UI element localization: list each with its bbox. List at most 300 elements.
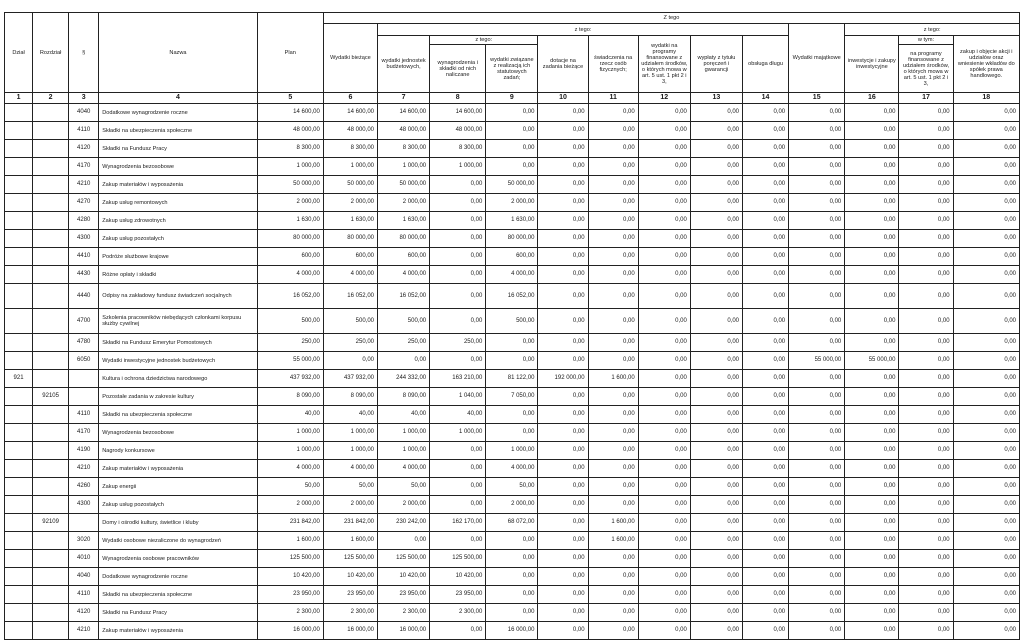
amount-cell: 0,00 — [743, 460, 789, 478]
amount-cell: 0,00 — [845, 230, 899, 248]
amount-cell: 1 630,00 — [257, 212, 323, 230]
amount-cell: 0,00 — [638, 460, 690, 478]
amount-cell: 0,00 — [743, 284, 789, 309]
nazwa-cell: Zakup usług zdrowotnych — [99, 212, 257, 230]
amount-cell: 0,00 — [845, 514, 899, 532]
amount-cell: 0,00 — [588, 568, 638, 586]
amount-cell: 14 600,00 — [323, 104, 377, 122]
nazwa-cell: Zakup usług pozostałych — [99, 496, 257, 514]
amount-cell: 250,00 — [378, 334, 430, 352]
amount-cell: 1 000,00 — [323, 158, 377, 176]
amount-cell: 0,00 — [430, 212, 486, 230]
amount-cell: 8 300,00 — [323, 140, 377, 158]
amount-cell: 0,00 — [953, 158, 1019, 176]
amount-cell: 0,00 — [789, 158, 845, 176]
nazwa-cell: Zakup usług pozostałych — [99, 230, 257, 248]
amount-cell: 16 052,00 — [378, 284, 430, 309]
amount-cell: 0,00 — [588, 496, 638, 514]
amount-cell: 0,00 — [690, 478, 742, 496]
amount-cell: 23 950,00 — [257, 586, 323, 604]
amount-cell: 0,00 — [538, 309, 588, 334]
amount-cell: 0,00 — [690, 158, 742, 176]
header-swiadczenia: świadczenia na rzecz osób fizycznych; — [588, 36, 638, 93]
amount-cell: 0,00 — [690, 532, 742, 550]
amount-cell: 0,00 — [638, 622, 690, 640]
nazwa-cell: Dodatkowe wynagrodzenie roczne — [99, 104, 257, 122]
amount-cell: 0,00 — [789, 194, 845, 212]
amount-cell: 0,00 — [789, 460, 845, 478]
column-number: 12 — [638, 93, 690, 104]
amount-cell: 0,00 — [953, 104, 1019, 122]
amount-cell: 0,00 — [690, 212, 742, 230]
amount-cell: 0,00 — [743, 424, 789, 442]
amount-cell: 50,00 — [257, 478, 323, 496]
header-wydatki-biezace: Wydatki bieżące — [323, 24, 377, 93]
amount-cell: 0,00 — [743, 370, 789, 388]
amount-cell: 1 040,00 — [430, 388, 486, 406]
rozdzial-cell — [33, 212, 69, 230]
dzial-cell — [5, 266, 33, 284]
amount-cell: 50 000,00 — [323, 176, 377, 194]
amount-cell: 0,00 — [638, 514, 690, 532]
amount-cell: 80 000,00 — [378, 230, 430, 248]
paragraf-cell: 4780 — [69, 334, 99, 352]
rozdzial-cell — [33, 532, 69, 550]
amount-cell: 0,00 — [789, 370, 845, 388]
header-plan: Plan — [257, 13, 323, 93]
amount-cell: 0,00 — [953, 140, 1019, 158]
paragraf-cell: 4210 — [69, 460, 99, 478]
amount-cell: 0,00 — [588, 176, 638, 194]
amount-cell: 125 500,00 — [378, 550, 430, 568]
amount-cell: 0,00 — [845, 604, 899, 622]
header-z-tego-jednostek: z tego: — [430, 36, 538, 45]
amount-cell: 0,00 — [588, 104, 638, 122]
amount-cell: 162 170,00 — [430, 514, 486, 532]
nazwa-cell: Wynagrodzenia bezosobowe — [99, 424, 257, 442]
amount-cell: 8 090,00 — [323, 388, 377, 406]
amount-cell: 50,00 — [378, 478, 430, 496]
rozdzial-cell — [33, 352, 69, 370]
paragraf-cell: 4270 — [69, 194, 99, 212]
header-obsluga-dlugu: obsługa długu — [743, 36, 789, 93]
paragraf-cell: 4210 — [69, 622, 99, 640]
amount-cell: 0,00 — [690, 309, 742, 334]
amount-cell: 0,00 — [690, 406, 742, 424]
amount-cell: 0,00 — [486, 334, 538, 352]
amount-cell: 0,00 — [789, 604, 845, 622]
table-body — [5, 104, 1020, 640]
amount-cell: 125 500,00 — [257, 550, 323, 568]
amount-cell: 0,00 — [430, 266, 486, 284]
amount-cell: 0,00 — [638, 140, 690, 158]
amount-cell: 0,00 — [690, 352, 742, 370]
column-number: 15 — [789, 93, 845, 104]
table-row — [5, 478, 1020, 496]
nazwa-cell: Wydatki inwestycyjne jednostek budżetowych — [99, 352, 257, 370]
nazwa-cell: Składki na ubezpieczenia społeczne — [99, 122, 257, 140]
amount-cell: 0,00 — [486, 122, 538, 140]
amount-cell: 0,00 — [430, 622, 486, 640]
dzial-cell — [5, 334, 33, 352]
amount-cell: 0,00 — [430, 248, 486, 266]
amount-cell: 1 630,00 — [378, 212, 430, 230]
nazwa-cell: Składki na Fundusz Emerytur Pomostowych — [99, 334, 257, 352]
nazwa-cell: Szkolenia pracowników niebędących członkami korpusu służby cywilnej — [99, 309, 257, 334]
amount-cell: 10 420,00 — [378, 568, 430, 586]
paragraf-cell: 4010 — [69, 550, 99, 568]
table-row — [5, 496, 1020, 514]
amount-cell: 0,00 — [430, 194, 486, 212]
rozdzial-cell — [33, 140, 69, 158]
header-dzial: Dział — [5, 13, 33, 93]
amount-cell: 0,00 — [638, 532, 690, 550]
amount-cell: 0,00 — [953, 248, 1019, 266]
amount-cell: 0,00 — [845, 104, 899, 122]
amount-cell: 0,00 — [538, 568, 588, 586]
amount-cell: 0,00 — [690, 104, 742, 122]
table-row — [5, 586, 1020, 604]
amount-cell: 0,00 — [430, 176, 486, 194]
amount-cell: 40,00 — [257, 406, 323, 424]
amount-cell: 0,00 — [588, 230, 638, 248]
amount-cell: 1 630,00 — [323, 212, 377, 230]
nazwa-cell: Składki na ubezpieczenia społeczne — [99, 586, 257, 604]
amount-cell: 80 000,00 — [323, 230, 377, 248]
amount-cell: 0,00 — [690, 334, 742, 352]
amount-cell: 0,00 — [486, 104, 538, 122]
header-wydatki-majatkowe: Wydatki majątkowe — [789, 24, 845, 93]
amount-cell: 1 000,00 — [378, 442, 430, 460]
amount-cell: 0,00 — [789, 104, 845, 122]
amount-cell: 16 052,00 — [323, 284, 377, 309]
amount-cell: 0,00 — [845, 586, 899, 604]
amount-cell: 0,00 — [953, 352, 1019, 370]
amount-cell: 0,00 — [743, 550, 789, 568]
amount-cell: 0,00 — [789, 122, 845, 140]
dzial-cell: 921 — [5, 370, 33, 388]
amount-cell: 16 052,00 — [257, 284, 323, 309]
amount-cell: 0,00 — [953, 194, 1019, 212]
amount-cell: 0,00 — [899, 586, 953, 604]
amount-cell: 250,00 — [430, 334, 486, 352]
amount-cell: 0,00 — [743, 230, 789, 248]
amount-cell: 0,00 — [789, 568, 845, 586]
rozdzial-cell — [33, 604, 69, 622]
amount-cell: 0,00 — [538, 284, 588, 309]
paragraf-cell — [69, 514, 99, 532]
amount-cell: 0,00 — [743, 104, 789, 122]
amount-cell: 1 000,00 — [378, 158, 430, 176]
amount-cell: 0,00 — [953, 442, 1019, 460]
amount-cell: 1 000,00 — [378, 424, 430, 442]
nazwa-cell: Wynagrodzenia osobowe pracowników — [99, 550, 257, 568]
amount-cell: 0,00 — [486, 568, 538, 586]
column-number-row — [5, 93, 1020, 104]
dzial-cell — [5, 194, 33, 212]
dzial-cell — [5, 104, 33, 122]
amount-cell: 0,00 — [899, 334, 953, 352]
rozdzial-cell — [33, 230, 69, 248]
amount-cell: 0,00 — [430, 532, 486, 550]
rozdzial-cell — [33, 122, 69, 140]
amount-cell: 231 842,00 — [257, 514, 323, 532]
amount-cell: 2 000,00 — [486, 496, 538, 514]
amount-cell: 0,00 — [953, 586, 1019, 604]
amount-cell: 0,00 — [538, 604, 588, 622]
amount-cell: 0,00 — [743, 140, 789, 158]
table-row — [5, 140, 1020, 158]
amount-cell: 0,00 — [789, 212, 845, 230]
amount-cell: 2 300,00 — [257, 604, 323, 622]
amount-cell: 0,00 — [789, 550, 845, 568]
amount-cell: 0,00 — [538, 532, 588, 550]
amount-cell: 16 000,00 — [257, 622, 323, 640]
column-number: 9 — [486, 93, 538, 104]
amount-cell: 0,00 — [486, 140, 538, 158]
rozdzial-cell — [33, 424, 69, 442]
column-number: 14 — [743, 93, 789, 104]
amount-cell: 0,00 — [690, 370, 742, 388]
amount-cell: 8 300,00 — [430, 140, 486, 158]
amount-cell: 40,00 — [323, 406, 377, 424]
amount-cell: 0,00 — [899, 406, 953, 424]
amount-cell: 0,00 — [638, 352, 690, 370]
amount-cell: 0,00 — [638, 334, 690, 352]
dzial-cell — [5, 604, 33, 622]
amount-cell: 1 600,00 — [323, 532, 377, 550]
amount-cell: 0,00 — [845, 370, 899, 388]
amount-cell: 0,00 — [538, 550, 588, 568]
amount-cell: 0,00 — [538, 352, 588, 370]
amount-cell: 0,00 — [845, 388, 899, 406]
amount-cell: 0,00 — [899, 604, 953, 622]
nazwa-cell: Składki na ubezpieczenia społeczne — [99, 406, 257, 424]
amount-cell: 0,00 — [430, 478, 486, 496]
column-number: 16 — [845, 93, 899, 104]
amount-cell: 0,00 — [899, 212, 953, 230]
amount-cell: 0,00 — [588, 586, 638, 604]
amount-cell: 0,00 — [789, 622, 845, 640]
rozdzial-cell — [33, 406, 69, 424]
amount-cell: 0,00 — [743, 122, 789, 140]
nazwa-cell: Różne opłaty i składki — [99, 266, 257, 284]
amount-cell: 0,00 — [789, 266, 845, 284]
amount-cell: 0,00 — [690, 248, 742, 266]
nazwa-cell: Wynagrodzenia bezosobowe — [99, 158, 257, 176]
amount-cell: 0,00 — [690, 514, 742, 532]
amount-cell: 0,00 — [789, 532, 845, 550]
header-nazwa: Nazwa — [99, 13, 257, 93]
table-row — [5, 604, 1020, 622]
amount-cell: 0,00 — [845, 266, 899, 284]
paragraf-cell: 4170 — [69, 158, 99, 176]
dzial-cell — [5, 176, 33, 194]
amount-cell: 48 000,00 — [257, 122, 323, 140]
amount-cell: 0,00 — [486, 352, 538, 370]
paragraf-cell: 4440 — [69, 284, 99, 309]
amount-cell: 0,00 — [743, 532, 789, 550]
amount-cell: 0,00 — [638, 284, 690, 309]
amount-cell: 0,00 — [953, 176, 1019, 194]
amount-cell: 0,00 — [743, 604, 789, 622]
dzial-cell — [5, 568, 33, 586]
table-row — [5, 284, 1020, 309]
amount-cell: 10 420,00 — [430, 568, 486, 586]
amount-cell: 0,00 — [899, 478, 953, 496]
amount-cell: 0,00 — [638, 212, 690, 230]
column-number: 11 — [588, 93, 638, 104]
amount-cell: 10 420,00 — [257, 568, 323, 586]
amount-cell: 0,00 — [486, 532, 538, 550]
amount-cell: 0,00 — [588, 284, 638, 309]
amount-cell: 0,00 — [789, 406, 845, 424]
amount-cell: 0,00 — [789, 140, 845, 158]
amount-cell: 0,00 — [845, 334, 899, 352]
amount-cell: 0,00 — [588, 194, 638, 212]
amount-cell: 23 950,00 — [430, 586, 486, 604]
table-header — [5, 13, 1020, 104]
amount-cell: 0,00 — [638, 604, 690, 622]
amount-cell: 0,00 — [430, 496, 486, 514]
amount-cell: 0,00 — [953, 478, 1019, 496]
amount-cell: 0,00 — [588, 334, 638, 352]
amount-cell: 0,00 — [845, 212, 899, 230]
column-number: 3 — [69, 93, 99, 104]
amount-cell: 0,00 — [953, 622, 1019, 640]
amount-cell: 0,00 — [638, 176, 690, 194]
amount-cell: 0,00 — [899, 194, 953, 212]
amount-cell: 500,00 — [257, 309, 323, 334]
amount-cell: 230 242,00 — [378, 514, 430, 532]
amount-cell: 0,00 — [588, 140, 638, 158]
amount-cell: 2 000,00 — [257, 194, 323, 212]
paragraf-cell: 4410 — [69, 248, 99, 266]
amount-cell: 2 000,00 — [486, 194, 538, 212]
amount-cell: 0,00 — [953, 550, 1019, 568]
amount-cell: 0,00 — [743, 158, 789, 176]
amount-cell: 0,00 — [638, 248, 690, 266]
amount-cell: 8 300,00 — [378, 140, 430, 158]
amount-cell: 1 630,00 — [486, 212, 538, 230]
amount-cell: 0,00 — [953, 230, 1019, 248]
amount-cell: 16 000,00 — [378, 622, 430, 640]
amount-cell: 0,00 — [953, 568, 1019, 586]
column-number: 10 — [538, 93, 588, 104]
amount-cell: 0,00 — [588, 309, 638, 334]
nazwa-cell: Zakup energii — [99, 478, 257, 496]
table-row — [5, 194, 1020, 212]
amount-cell: 0,00 — [690, 550, 742, 568]
amount-cell: 0,00 — [690, 496, 742, 514]
amount-cell: 1 600,00 — [257, 532, 323, 550]
rozdzial-cell — [33, 309, 69, 334]
amount-cell: 0,00 — [743, 478, 789, 496]
amount-cell: 0,00 — [953, 460, 1019, 478]
rozdzial-cell — [33, 194, 69, 212]
amount-cell: 0,00 — [899, 248, 953, 266]
amount-cell: 50 000,00 — [257, 176, 323, 194]
amount-cell: 0,00 — [743, 266, 789, 284]
amount-cell: 0,00 — [899, 496, 953, 514]
amount-cell: 0,00 — [899, 122, 953, 140]
header-z-tego-majatkowe: z tego: — [845, 24, 1020, 36]
amount-cell: 0,00 — [638, 442, 690, 460]
amount-cell: 0,00 — [743, 514, 789, 532]
amount-cell: 0,00 — [588, 424, 638, 442]
nazwa-cell: Nagrody konkursowe — [99, 442, 257, 460]
amount-cell: 0,00 — [690, 568, 742, 586]
rozdzial-cell — [33, 266, 69, 284]
paragraf-cell: 4040 — [69, 104, 99, 122]
amount-cell: 0,00 — [845, 176, 899, 194]
amount-cell: 0,00 — [690, 442, 742, 460]
amount-cell: 40,00 — [378, 406, 430, 424]
amount-cell: 0,00 — [538, 424, 588, 442]
amount-cell: 0,00 — [743, 586, 789, 604]
amount-cell: 0,00 — [845, 460, 899, 478]
amount-cell: 0,00 — [690, 266, 742, 284]
amount-cell: 0,00 — [588, 604, 638, 622]
amount-cell: 0,00 — [538, 514, 588, 532]
amount-cell: 4 000,00 — [323, 460, 377, 478]
amount-cell: 500,00 — [323, 309, 377, 334]
paragraf-cell: 4040 — [69, 568, 99, 586]
table-row — [5, 388, 1020, 406]
amount-cell: 0,00 — [690, 176, 742, 194]
amount-cell: 0,00 — [588, 248, 638, 266]
amount-cell: 1 000,00 — [257, 442, 323, 460]
amount-cell: 0,00 — [690, 140, 742, 158]
rozdzial-cell — [33, 176, 69, 194]
amount-cell: 1 600,00 — [588, 514, 638, 532]
amount-cell: 0,00 — [486, 550, 538, 568]
amount-cell: 0,00 — [743, 442, 789, 460]
amount-cell: 0,00 — [953, 424, 1019, 442]
nazwa-cell: Zakup usług remontowych — [99, 194, 257, 212]
table-row — [5, 442, 1020, 460]
amount-cell: 23 950,00 — [323, 586, 377, 604]
amount-cell: 231 842,00 — [323, 514, 377, 532]
amount-cell: 0,00 — [789, 424, 845, 442]
amount-cell: 0,00 — [638, 309, 690, 334]
header-paragraf: § — [69, 13, 99, 93]
amount-cell: 0,00 — [538, 388, 588, 406]
table-row — [5, 309, 1020, 334]
amount-cell: 0,00 — [588, 478, 638, 496]
rozdzial-cell — [33, 460, 69, 478]
amount-cell: 8 090,00 — [378, 388, 430, 406]
amount-cell: 0,00 — [953, 212, 1019, 230]
amount-cell: 0,00 — [638, 388, 690, 406]
amount-cell: 50 000,00 — [486, 176, 538, 194]
amount-cell: 4 000,00 — [378, 460, 430, 478]
rozdzial-cell — [33, 478, 69, 496]
amount-cell: 0,00 — [899, 370, 953, 388]
amount-cell: 0,00 — [953, 266, 1019, 284]
amount-cell: 0,00 — [430, 309, 486, 334]
amount-cell: 0,00 — [789, 284, 845, 309]
amount-cell: 0,00 — [899, 309, 953, 334]
dzial-cell — [5, 158, 33, 176]
amount-cell: 0,00 — [899, 388, 953, 406]
amount-cell: 1 000,00 — [430, 424, 486, 442]
paragraf-cell: 6050 — [69, 352, 99, 370]
amount-cell: 8 090,00 — [257, 388, 323, 406]
amount-cell: 0,00 — [588, 622, 638, 640]
column-number: 13 — [690, 93, 742, 104]
nazwa-cell: Pozostałe zadania w zakresie kultury — [99, 388, 257, 406]
